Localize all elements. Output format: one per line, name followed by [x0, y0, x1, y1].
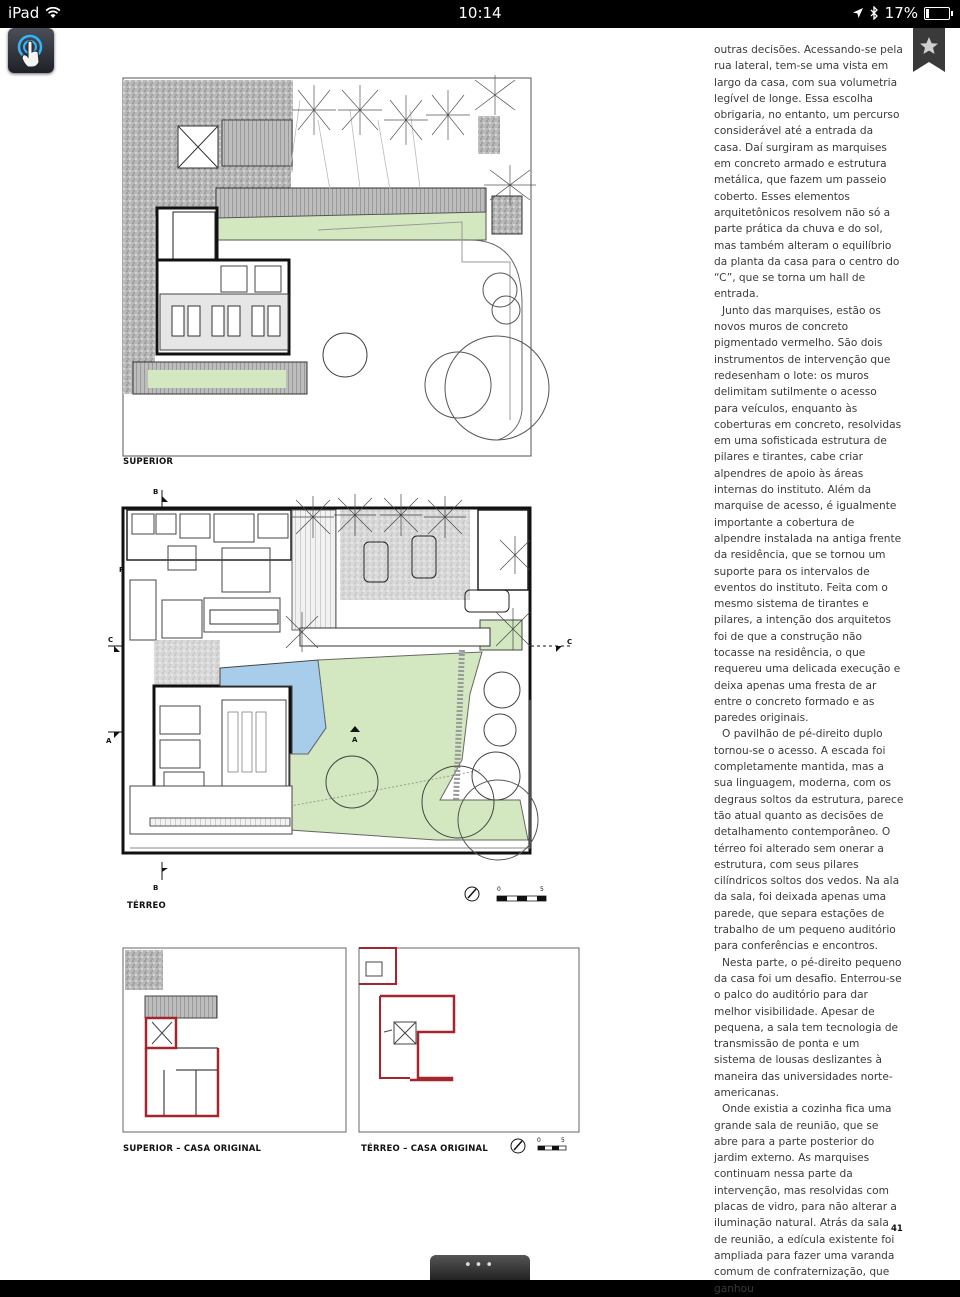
- page-number: 41: [891, 1224, 903, 1234]
- touch-hand-icon[interactable]: [8, 28, 54, 73]
- section-mark-a-mid: A: [352, 736, 358, 744]
- plan-superior: [123, 75, 549, 456]
- scale-bar: [497, 896, 546, 901]
- scale-zero: 0: [497, 886, 502, 893]
- article-paragraph: outras decisões. Acessando-se pela rua lateral, tem-se uma vista em largo da casa, com sua volumetria legível de longe. Essa escolha obrigaria, no entanto, um percurso considerável até a entrada da casa. Daí surgiram as marquises em concreto armado e estrutura metálica, que fazem um passeio coberto. Esses elementos arquitetônicos resolvem não só a parte prática da chuva e do sol, mas também alteram o equilíbrio da planta da casa para o centro do “C”, que se torna um hall de entrada.: [714, 44, 903, 301]
- caption-superior: SUPERIOR: [123, 457, 174, 467]
- section-mark-c-right: C: [567, 638, 573, 646]
- section-mark-c-left: C: [108, 636, 114, 644]
- more-options-button[interactable]: •••: [430, 1255, 530, 1280]
- plan-terreo: [108, 490, 573, 901]
- caption-superior-original: SUPERIOR – CASA ORIGINAL: [123, 1144, 262, 1154]
- bookmark-star-icon[interactable]: [913, 28, 945, 72]
- scale-five: 5: [540, 886, 545, 893]
- article-paragraph: O pavilhão de pé-direito duplo tornou-se o acesso. A escada foi completamente mantida, mas a sua linguagem, moderna, com os degraus soltos da estrutura, parece tão atual quanto as decisões de detalhamento contemporâneo. O térreo foi alterado sem onerar a estrutura, com seus pilares cilíndricos soltos dos vedos. Na ala da sala, foi deixada apenas uma parede, que separa estações de trabalho de um pequeno auditório para conferências e encontros.: [714, 728, 904, 953]
- battery-percent: 17%: [884, 4, 918, 22]
- clock: 10:14: [458, 4, 502, 22]
- plan-terreo-original: [359, 948, 579, 1153]
- scale-zero-original: 0: [537, 1137, 542, 1144]
- north-arrow: [465, 887, 479, 901]
- article-paragraph: Nesta parte, o pé-direito pequeno da casa foi um desafio. Enterrou-se o palco do auditório para dar melhor visibilidade. Apesar de pequena, a sala tem tecnologia de transmissão de ponta e um sistema de lousas deslizantes à maneira das universidades norte-americanas.: [714, 956, 902, 1099]
- section-mark-a-left: A: [106, 737, 112, 745]
- article-paragraph: Junto das marquises, estão os novos muros de concreto pigmentado vermelho. São dois instrumentos de intervenção que redesenham o lote: os muros delimitam sutilmente o acesso para veículos, enquanto às coberturas em concreto, resolvidas em uma sofisticada estrutura de pilares e tirantes, cabe criar alpendres de apoio às áreas internas do instituto. Além da marquise de acesso, é igualmente importante a cobertura de alpendre instalada na antiga frente da residência, que se tornou um suporte para os intervalos de eventos do instituto. Feita com o mesmo sistema de tirantes e pilares, a intenção dos arquitetos foi de que a construção não tocasse na residência, o que requereu uma delicada execução e deixa apenas uma fresta de ar entre o concreto formado e as paredes originais.: [714, 304, 902, 725]
- section-mark-b-top: B: [153, 488, 159, 496]
- section-mark-b-bottom: B: [153, 884, 159, 892]
- mark-p: P: [119, 566, 125, 574]
- article-paragraph: Onde existia a cozinha fica uma grande sala de reunião, que se abre para a parte posterior do jardim externo. As marquises continuam nessa parte da intervenção, mas resolvidas com placas de vidro, para não alterar a iluminação natural. Atrás da sala de reunião, a edícula existente foi ampliada para fazer uma varanda comum de confraternização, que ganhou: [714, 1103, 897, 1295]
- caption-terreo: TÉRREO: [127, 901, 166, 911]
- device-name: iPad: [8, 4, 40, 22]
- scale-five-original: 5: [561, 1137, 566, 1144]
- plan-superior-original: [123, 948, 346, 1132]
- caption-terreo-original: TÉRREO – CASA ORIGINAL: [361, 1144, 488, 1154]
- article-text: [714, 42, 904, 1297]
